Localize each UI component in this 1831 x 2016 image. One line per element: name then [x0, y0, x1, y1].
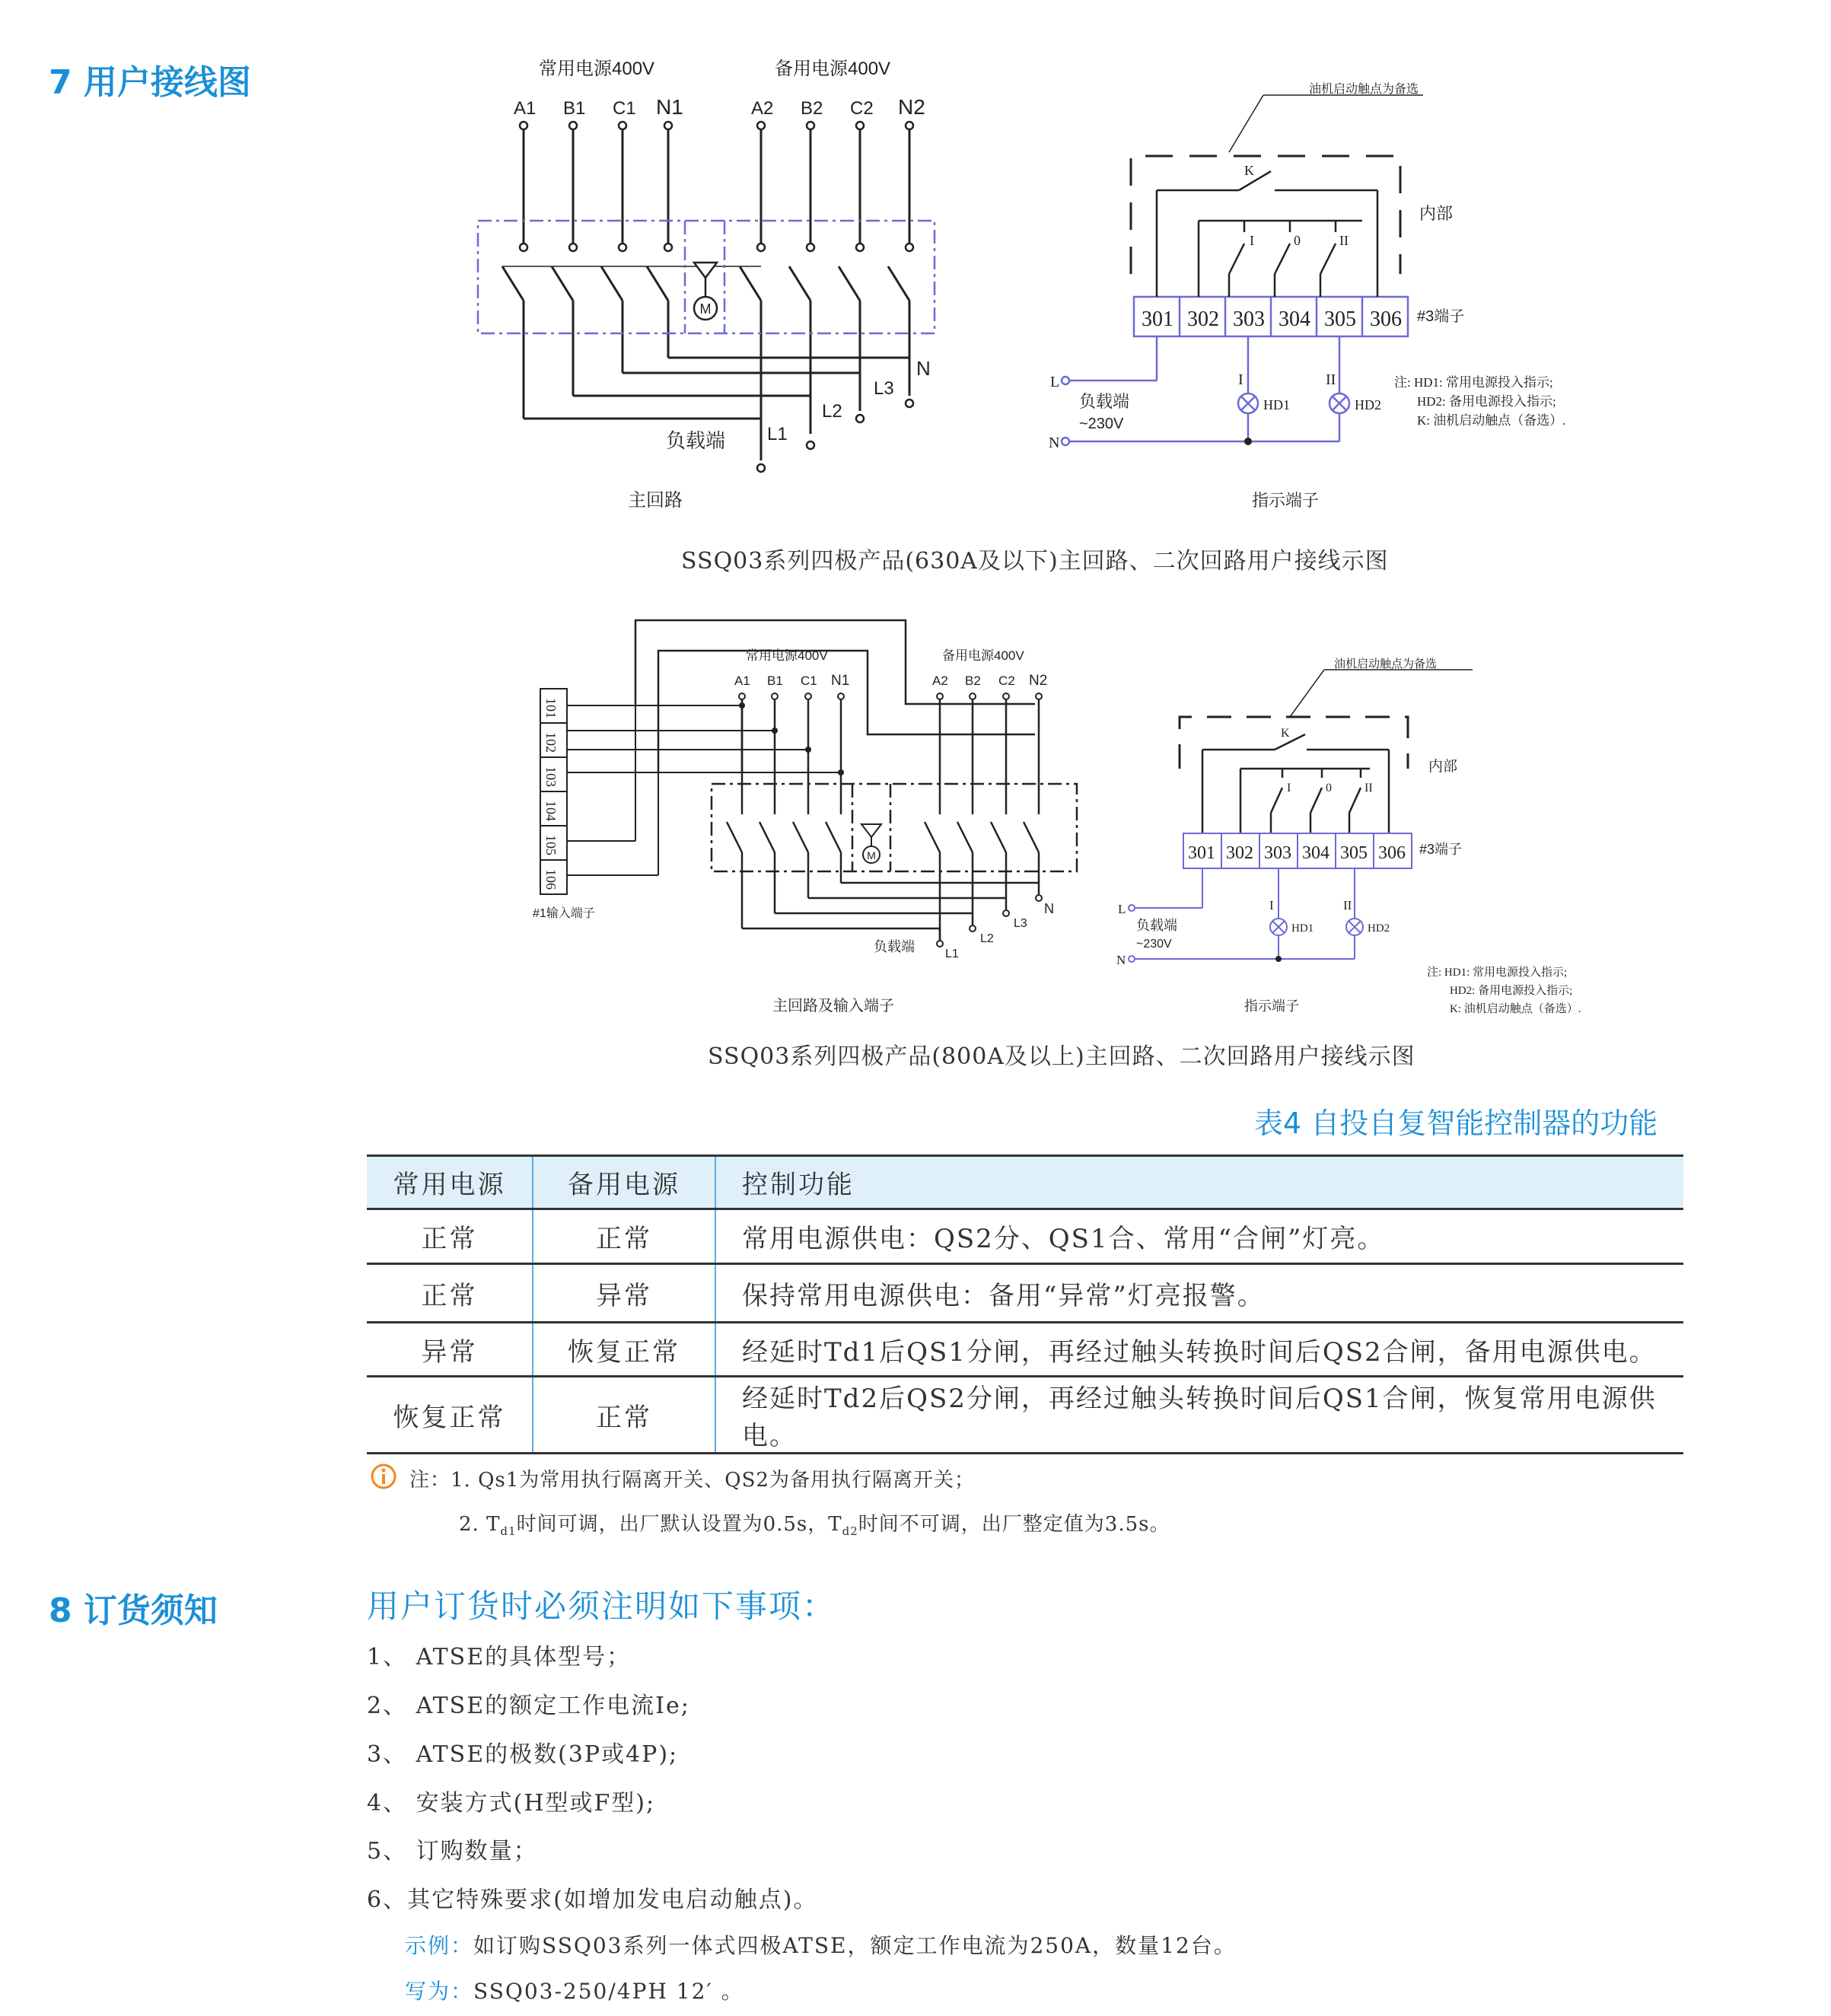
- note-line-1: 注：1. Qs1为常用执行隔离开关、QS2为备用执行隔离开关；: [409, 1469, 975, 1492]
- table-cell: 恢复正常: [533, 1323, 715, 1377]
- k-label-2: K: [1281, 727, 1290, 740]
- main-circuit-diagram-2: [533, 613, 1096, 1024]
- table-row: [367, 1264, 1683, 1323]
- normal-source-label-1: 常用电源400V: [539, 59, 655, 79]
- output-label: L1: [945, 947, 959, 960]
- table-row: [367, 1209, 1683, 1264]
- terminal-label: C2: [850, 98, 874, 119]
- aux-circuit-diagram-2: [1107, 654, 1640, 1020]
- table-cell: 经延时Td1后QS1分闸，再经过触头转换时间后QS2合闸，备用电源供电。: [715, 1323, 1683, 1377]
- info-icon: [370, 1463, 397, 1490]
- terminal-304: 304: [1279, 307, 1310, 331]
- l-label-1: L: [1050, 374, 1060, 390]
- switch-label: I: [1287, 782, 1291, 795]
- terminal-301: 301: [1142, 307, 1173, 331]
- aux-note: 注: HD1: 常用电源投入指示;: [1394, 375, 1553, 390]
- input-terminal: 106: [543, 869, 559, 890]
- table-cell: 正常: [533, 1209, 715, 1264]
- terminal-303: 303: [1233, 307, 1265, 331]
- switch-label: 0: [1294, 233, 1301, 248]
- terminal-label: A1: [734, 674, 750, 688]
- voltage-label-1: ~230V: [1079, 416, 1124, 432]
- terminal-label: N1: [831, 673, 850, 689]
- table-cell: 异常: [533, 1264, 715, 1323]
- terminal-label: N1: [656, 95, 683, 119]
- lamp-label: I: [1238, 371, 1243, 388]
- terminal-label: A1: [514, 98, 537, 119]
- motor-label-1: M: [699, 301, 712, 317]
- header-control-function: 控制功能: [715, 1156, 1683, 1209]
- ordering-item: 6、其它特殊要求(如增加发电启动触点)。: [367, 1887, 818, 1913]
- table-cell: 正常: [367, 1209, 533, 1264]
- table-cell: 正常: [533, 1377, 715, 1454]
- k-label-1: K: [1244, 163, 1254, 178]
- inner-label-2: 内部: [1428, 759, 1458, 775]
- input-terminal: 102: [543, 732, 559, 753]
- table-title: 表4 自投自复智能控制器的功能: [1254, 1107, 1658, 1140]
- terminal-label: B2: [965, 674, 981, 688]
- lamp-hd1-label: HD1: [1291, 922, 1314, 935]
- motor-label-2: M: [867, 849, 876, 861]
- input-terminal: 104: [543, 801, 559, 821]
- output-label: L3: [1014, 917, 1027, 930]
- lamp-label: I: [1269, 898, 1274, 912]
- output-label: N: [916, 357, 931, 380]
- header-normal-source: 常用电源: [367, 1156, 533, 1209]
- terminal-label: C1: [613, 98, 636, 119]
- terminal-block-label-1: #3端子: [1417, 308, 1465, 325]
- main-circuit-label-2: 主回路及输入端子: [772, 998, 894, 1014]
- terminal-label: C2: [998, 674, 1015, 688]
- output-label: L2: [822, 401, 842, 422]
- output-label: L3: [874, 378, 894, 399]
- inner-label-1: 内部: [1419, 204, 1454, 223]
- terminal-303: 303: [1264, 843, 1291, 863]
- backup-source-label-1: 备用电源400V: [775, 59, 891, 79]
- terminal-label: B1: [563, 98, 586, 119]
- switch-label: 0: [1326, 782, 1332, 795]
- table-row: [367, 1377, 1683, 1454]
- table-cell: 经延时Td2后QS2分闸，再经过触头转换时间后QS1合闸，恢复常用电源供电。: [715, 1377, 1683, 1454]
- load-end-label-2: 负载端: [1136, 918, 1177, 933]
- lamp-label: II: [1326, 371, 1336, 388]
- input-terminal: 105: [543, 835, 559, 855]
- table-row: [367, 1323, 1683, 1377]
- switch-label: I: [1250, 233, 1254, 248]
- terminal-304: 304: [1302, 843, 1329, 863]
- terminal-label: A2: [751, 98, 774, 119]
- ordering-example: 示例：如订购SSQ03系列一体式四极ATSE，额定工作电流为250A，数量12台。: [405, 1933, 1237, 1958]
- l-label-2: L: [1118, 902, 1126, 916]
- diagram-caption-2: SSQ03系列四极产品(800A及以上)主回路、二次回路用户接线示图: [708, 1043, 1415, 1070]
- table-cell: 正常: [367, 1264, 533, 1323]
- aux-note: 注: HD1: 常用电源投入指示;: [1427, 967, 1568, 979]
- terminal-306: 306: [1378, 843, 1406, 863]
- table-header-row: [367, 1156, 1683, 1209]
- normal-source-label-2: 常用电源400V: [746, 648, 828, 663]
- table-cell: 保持常用电源供电：备用“异常”灯亮报警。: [715, 1264, 1683, 1323]
- aux-circuit-diagram-1: [1043, 84, 1621, 510]
- output-label: L2: [980, 932, 994, 945]
- terminal-305: 305: [1340, 843, 1368, 863]
- terminal-302: 302: [1226, 843, 1253, 863]
- header-backup-source: 备用电源: [533, 1156, 715, 1209]
- input-terminal: 103: [543, 766, 559, 787]
- ordering-item: 4、 安装方式(H型或F型);: [367, 1790, 656, 1817]
- terminal-label: N2: [898, 95, 925, 119]
- table-cell: 常用电源供电：QS2分、QS1合、常用“合闸”灯亮。: [715, 1209, 1683, 1264]
- output-label: L1: [767, 424, 788, 444]
- lamp-hd2-label: HD2: [1355, 397, 1381, 412]
- terminal-block-label-2: #3端子: [1419, 842, 1463, 857]
- terminal-301: 301: [1188, 843, 1215, 863]
- terminal-label: C1: [801, 674, 817, 688]
- diagram-caption-1: SSQ03系列四极产品(630A及以下)主回路、二次回路用户接线示图: [681, 548, 1389, 575]
- load-label-1: 负载端: [666, 429, 726, 452]
- indicator-label-2: 指示端子: [1244, 998, 1299, 1014]
- section-title-wiring: 7 用户接线图: [49, 63, 251, 102]
- terminal-label: N2: [1029, 673, 1048, 689]
- terminal-label: A2: [932, 674, 948, 688]
- output-label: N: [1044, 901, 1054, 916]
- aux-note: HD2: 备用电源投入指示;: [1450, 985, 1573, 997]
- section-title-ordering: 8 订货须知: [49, 1591, 218, 1630]
- input-terminal: 101: [543, 698, 559, 718]
- lamp-label: II: [1343, 898, 1352, 912]
- aux-note: K: 油机启动触点（备选）.: [1417, 413, 1566, 428]
- aux-note: K: 油机启动触点（备选）.: [1450, 1003, 1581, 1015]
- lamp-hd2-label: HD2: [1368, 922, 1390, 935]
- load-label-2: 负载端: [874, 939, 915, 954]
- table-cell: 恢复正常: [367, 1377, 533, 1454]
- lamp-hd1-label: HD1: [1263, 397, 1290, 412]
- indicator-label-1: 指示端子: [1252, 491, 1320, 510]
- main-circuit-label-1: 主回路: [628, 490, 683, 511]
- note-line-2: 2. $T_{d1}$时间可调，出厂默认设置为0.5s，$T_{d2}$时间不可调，出厂整定值为3.5s。: [459, 1513, 1170, 1539]
- switch-label: II: [1339, 233, 1349, 248]
- voltage-label-2: ~230V: [1136, 938, 1172, 951]
- switch-label: II: [1364, 782, 1373, 795]
- terminal-302: 302: [1187, 307, 1219, 331]
- ordering-item: 1、 ATSE的具体型号；: [367, 1644, 632, 1670]
- terminal-306: 306: [1370, 307, 1402, 331]
- n-label-1: N: [1049, 435, 1060, 451]
- ordering-item: 2、 ATSE的额定工作电流Ie;: [367, 1693, 690, 1719]
- terminal-305: 305: [1324, 307, 1356, 331]
- main-circuit-diagram-1: [457, 46, 974, 518]
- load-end-label-1: 负载端: [1079, 392, 1130, 411]
- controller-function-table: [367, 1155, 1683, 1454]
- ordering-item: 3、 ATSE的极数(3P或4P);: [367, 1741, 679, 1768]
- aux-note: HD2: 备用电源投入指示;: [1417, 394, 1556, 409]
- backup-source-label-2: 备用电源400V: [942, 648, 1024, 663]
- terminal-label: B1: [767, 674, 783, 688]
- oil-contact-label-1: 油机启动触点为备选: [1309, 83, 1419, 96]
- ordering-heading: 用户订货时必须注明如下事项：: [367, 1588, 836, 1625]
- table-cell: 异常: [367, 1323, 533, 1377]
- ordering-item: 5、 订购数量；: [367, 1838, 538, 1865]
- n-label-2: N: [1116, 953, 1126, 967]
- ordering-write-as: 写为：SSQ03-250/4PH 12′ 。: [405, 1979, 744, 2004]
- terminal-label: B2: [801, 98, 823, 119]
- input-block-label: #1输入端子: [533, 907, 595, 920]
- oil-contact-label-2: 油机启动触点为备选: [1334, 658, 1438, 670]
